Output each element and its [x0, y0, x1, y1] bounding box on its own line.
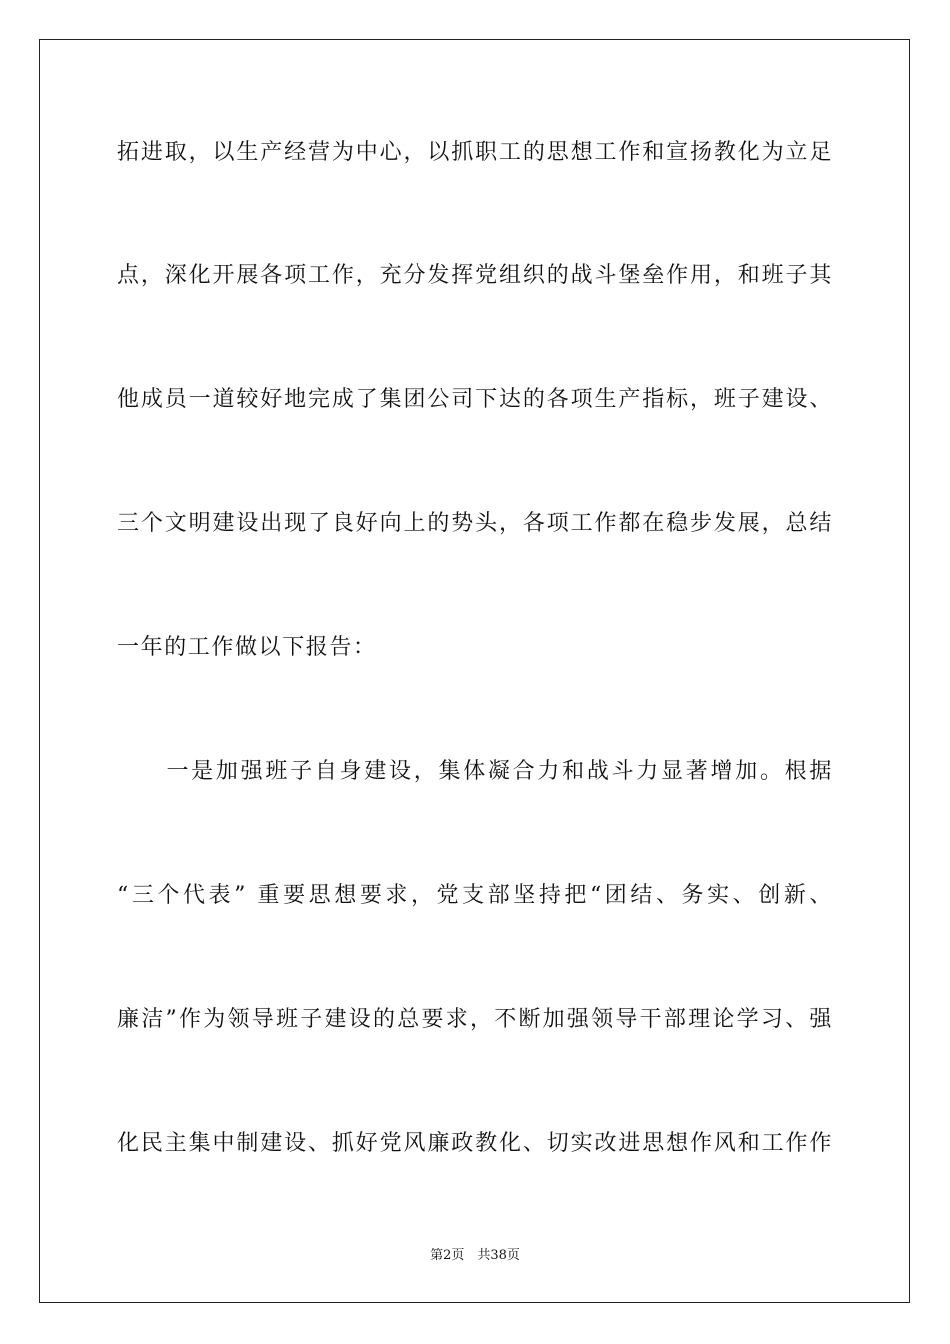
body-text-line-9: 化民主集中制建设、抓好党风廉政教化、切实改进思想作风和工作作	[117, 1131, 833, 1156]
page-number-footer: 第2页 共38页	[430, 1248, 520, 1263]
body-text-line-2: 点，深化开展各项工作，充分发挥党组织的战斗堡垒作用，和班子其	[117, 263, 833, 288]
body-text-line-1: 拓进取，以生产经营为中心，以抓职工的思想工作和宣扬教化为立足	[117, 140, 833, 165]
body-text-line-6: 一是加强班子自身建设，集体凝合力和战斗力显著增加。根据	[117, 759, 833, 784]
body-text-line-7: “三个代表” 重要思想要求，党支部坚持把“团结、务实、创新、	[117, 883, 833, 908]
body-text-line-8: 廉洁”作为领导班子建设的总要求，不断加强领导干部理论学习、强	[117, 1007, 833, 1032]
page-border	[39, 39, 910, 1303]
body-text-line-4: 三个文明建设出现了良好向上的势头，各项工作都在稳步发展，总结	[117, 511, 833, 536]
body-text-line-5: 一年的工作做以下报告：	[117, 635, 377, 660]
body-text-line-3: 他成员一道较好地完成了集团公司下达的各项生产指标，班子建设、	[117, 387, 833, 412]
